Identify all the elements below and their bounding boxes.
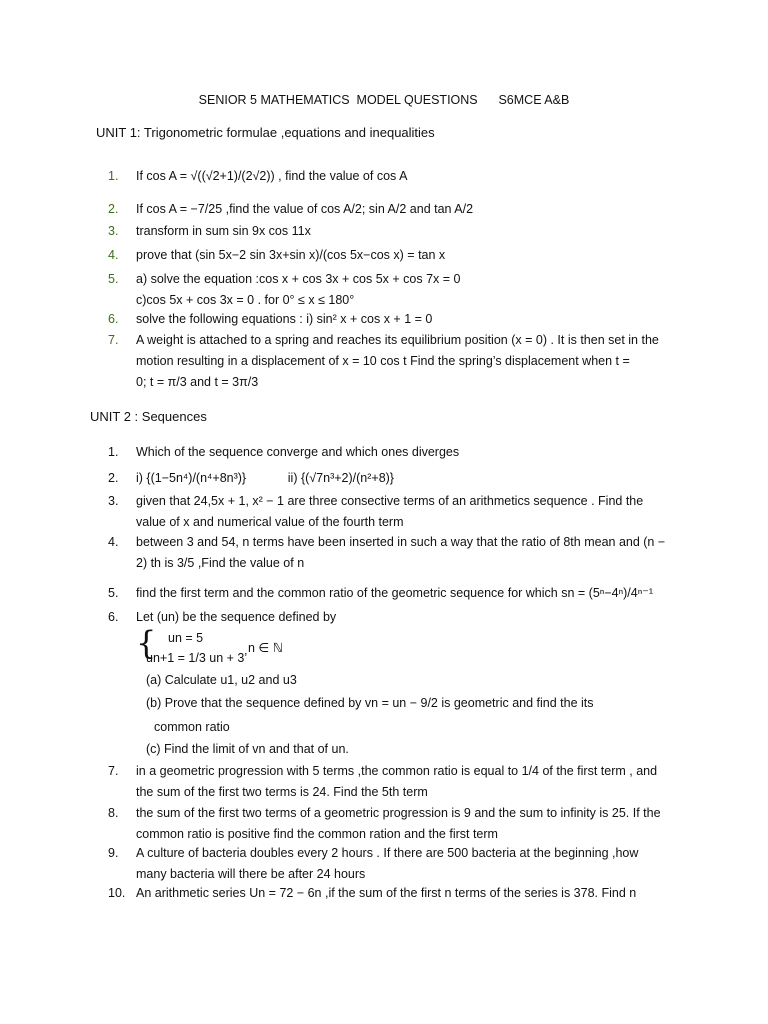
question-number: 9.: [108, 846, 119, 860]
question-number: 6.: [108, 312, 119, 326]
question-text: A weight is attached to a spring and reaches its equilibrium position (x = 0) . It is then set in the: [136, 333, 659, 347]
question-text: Let (un) be the sequence defined by: [136, 610, 337, 624]
question-text: the sum of the first two terms of a geometric progression is 9 and the sum to infinity is 25. If the: [136, 806, 661, 820]
question-text-line-2: the sum of the first two terms is 24. Find the 5th term: [136, 785, 428, 799]
unit1-question-3: [108, 221, 688, 242]
question-text-line-2: many bacteria will there be after 24 hours: [136, 867, 366, 881]
question-text: If cos A = √((√2+1)/(2√2)) , find the value of cos A: [136, 169, 408, 183]
system-equation-1: un = 5: [168, 631, 204, 645]
left-brace: {: [136, 624, 157, 662]
question-number: 2.: [108, 471, 119, 485]
question-number: 7.: [108, 333, 119, 347]
system-condition: n ∈ ℕ: [248, 641, 283, 655]
unit2-question-8: [108, 803, 688, 845]
part-b-line-2: common ratio: [154, 720, 230, 734]
question-text: a) solve the equation :cos x + cos 3x + cos 5x + cos 7x = 0: [136, 272, 461, 286]
question-text: in a geometric progression with 5 terms ,the common ratio is equal to 1/4 of the first term , and: [136, 764, 658, 778]
part-a: (a) Calculate u1, u2 and u3: [146, 673, 297, 687]
unit2-question-10: [108, 883, 688, 904]
question-text-line-3: 0; t = π/3 and t = 3π/3: [136, 375, 259, 389]
question-text: prove that (sin 5x−2 sin 3x+sin x)/(cos 5x−cos x) = tan x: [136, 248, 446, 262]
question-number: 6.: [108, 610, 119, 624]
question-text: If cos A = −7/25 ,find the value of cos A/2; sin A/2 and tan A/2: [136, 202, 474, 216]
question-number: 5.: [108, 586, 119, 600]
part-b-line-1: (b) Prove that the sequence defined by vn = un − 9/2 is geometric and find the its: [146, 696, 594, 710]
part-c: (c) Find the limit of vn and that of un.: [146, 742, 349, 756]
unit2-question-6: [108, 607, 688, 760]
question-number: 3.: [108, 494, 119, 508]
question-number: 8.: [108, 806, 119, 820]
question-text: An arithmetic series Un = 72 − 6n ,if the sum of the first n terms of the series is 378. Find n: [136, 886, 637, 900]
unit2-question-9: [108, 843, 688, 885]
question-number: 1.: [108, 445, 119, 459]
question-text: i) {(1−5n⁴)/(n⁴+8n³)} ii) {(√7n³+2)/(n²+8)}: [136, 471, 394, 485]
unit2-question-1: [108, 442, 688, 463]
unit1-question-7: [108, 330, 688, 393]
question-number: 4.: [108, 248, 119, 262]
question-text-line-2: motion resulting in a displacement of x = 10 cos t Find the spring’s displacement when t =: [136, 354, 630, 368]
unit2-question-7: [108, 761, 688, 803]
question-text: find the first term and the common ratio of the geometric sequence for which sn = (5ⁿ−4ⁿ)/4ⁿ⁻¹: [136, 586, 654, 600]
question-text-line-2: 2) th is 3/5 ,Find the value of n: [136, 556, 305, 570]
question-text-line-2: common ratio is positive find the common ration and the first term: [136, 827, 498, 841]
system-equation-2: un+1 = 1/3 un + 3’: [146, 651, 248, 665]
unit1-question-6: [108, 309, 688, 330]
unit1-question-4: [108, 245, 688, 266]
question-number: 5.: [108, 272, 119, 286]
question-text: between 3 and 54, n terms have been inserted in such a way that the ratio of 8th mean and (n −: [136, 535, 666, 549]
question-number: 10.: [108, 886, 126, 900]
question-text: Which of the sequence converge and which ones diverges: [136, 445, 460, 459]
question-number: 4.: [108, 535, 119, 549]
question-text: given that 24,5x + 1, x² − 1 are three consective terms of an arithmetics sequence . Find the: [136, 494, 644, 508]
question-number: 7.: [108, 764, 119, 778]
question-text: A culture of bacteria doubles every 2 hours . If there are 500 bacteria at the beginning ,how: [136, 846, 639, 860]
unit-1-heading: UNIT 1: Trigonometric formulae ,equations and inequalities: [96, 125, 435, 140]
unit1-question-1: [108, 166, 688, 187]
document-title: SENIOR 5 MATHEMATICS MODEL QUESTIONS S6MCE A&B: [198, 93, 570, 107]
unit1-question-2: [108, 199, 688, 220]
question-text: solve the following equations : i) sin² x + cos x + 1 = 0: [136, 312, 433, 326]
question-text-line-2: c)cos 5x + cos 3x = 0 . for 0° ≤ x ≤ 180°: [136, 293, 355, 307]
unit2-question-2: [108, 468, 688, 489]
question-number: 2.: [108, 202, 119, 216]
unit-2-heading: UNIT 2 : Sequences: [90, 409, 207, 424]
system-of-equations: [136, 624, 688, 670]
question-text-line-2: value of x and numerical value of the fourth term: [136, 515, 404, 529]
unit2-question-4: [108, 532, 688, 574]
question-number: 1.: [108, 169, 119, 183]
unit2-question-3: [108, 491, 688, 533]
unit1-question-5: [108, 269, 688, 311]
question-text: transform in sum sin 9x cos 11x: [136, 224, 311, 238]
question-number: 3.: [108, 224, 119, 238]
unit2-question-5: [108, 583, 688, 604]
